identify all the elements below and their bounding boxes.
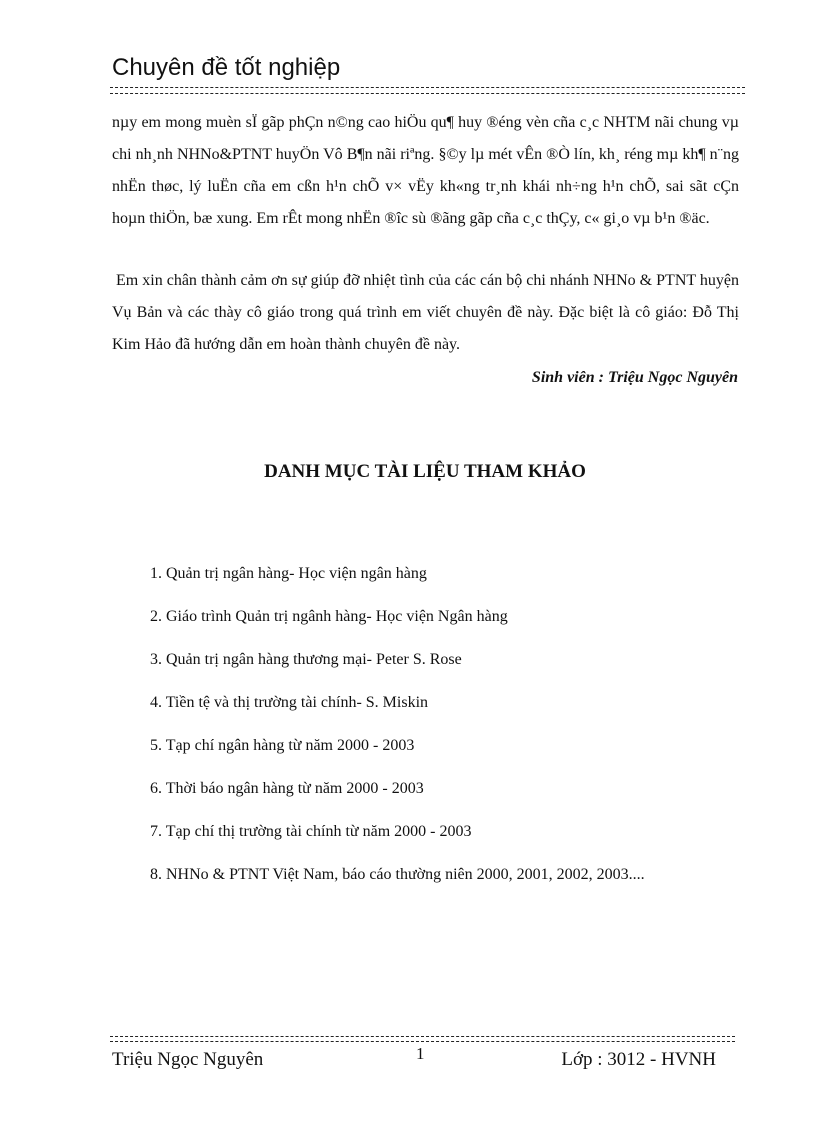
body-paragraph-1: nµy em mong muèn sÏ gãp phÇn n©ng cao hiÖu qu¶ huy ®éng vèn cña c¸c NHTM nãi chung vµ chi nh¸nh NHNo&PTNT huyÖn Vô B¶n nãi riªng. §©y lµ mét vÊn ®Ò lín, kh¸ réng mµ kh¶ n¨ng nhËn thøc, lý luËn cña em cßn h¹n chÕ v× vËy kh«ng tr¸nh khái nh÷ng h¹n chÕ, sai sãt cÇn hoµn thiÖn, bæ xung. Em rÊt mong nhËn ®îc sù ®ãng gãp cña c¸c thÇy, c« gi¸o vµ b¹n ®äc.: [112, 114, 739, 227]
reference-item: 7. Tạp chí thị trường tài chính từ năm 2000 - 2003: [150, 823, 472, 840]
references-heading: DANH MỤC TÀI LIỆU THAM KHẢO: [264, 461, 586, 482]
references-list: [150, 558, 645, 902]
footer-author: Triệu Ngọc Nguyên: [112, 1049, 264, 1070]
reference-item: 8. NHNo & PTNT Việt Nam, báo cáo thường niên 2000, 2001, 2002, 2003....: [150, 866, 645, 883]
reference-item: 4. Tiền tệ và thị trường tài chính- S. Miskin: [150, 694, 429, 711]
reference-item: 3. Quản trị ngân hàng thương mại- Peter S. Rose: [150, 651, 462, 668]
page-header-title: Chuyên đề tốt nghiệp: [112, 54, 341, 81]
student-signature: Sinh viên : Triệu Ngọc Nguyên: [531, 369, 738, 386]
header-divider: [110, 87, 745, 94]
reference-item: 6. Thời báo ngân hàng từ năm 2000 - 2003: [150, 780, 424, 797]
reference-item: 1. Quản trị ngân hàng- Học viện ngân hàng: [150, 565, 427, 582]
reference-item: 2. Giáo trình Quản trị ngânh hàng- Học viện Ngân hàng: [150, 608, 508, 625]
footer-class-label: Lớp : 3012 - HVNH: [561, 1049, 716, 1070]
page-number: 1: [416, 1044, 425, 1063]
reference-item: 5. Tạp chí ngân hàng từ năm 2000 - 2003: [150, 737, 415, 754]
body-paragraph-2: Em xin chân thành cảm ơn sự giúp đỡ nhiệt tình của các cán bộ chi nhánh NHNo & PTNT huyện Vụ Bản và các thày cô giáo trong quá trình em viết chuyên đề này. Đặc biệt là cô giáo: Đỗ Thị Kim Hảo đã hướng dẫn em hoàn thành chuyên đề này.: [112, 272, 739, 353]
